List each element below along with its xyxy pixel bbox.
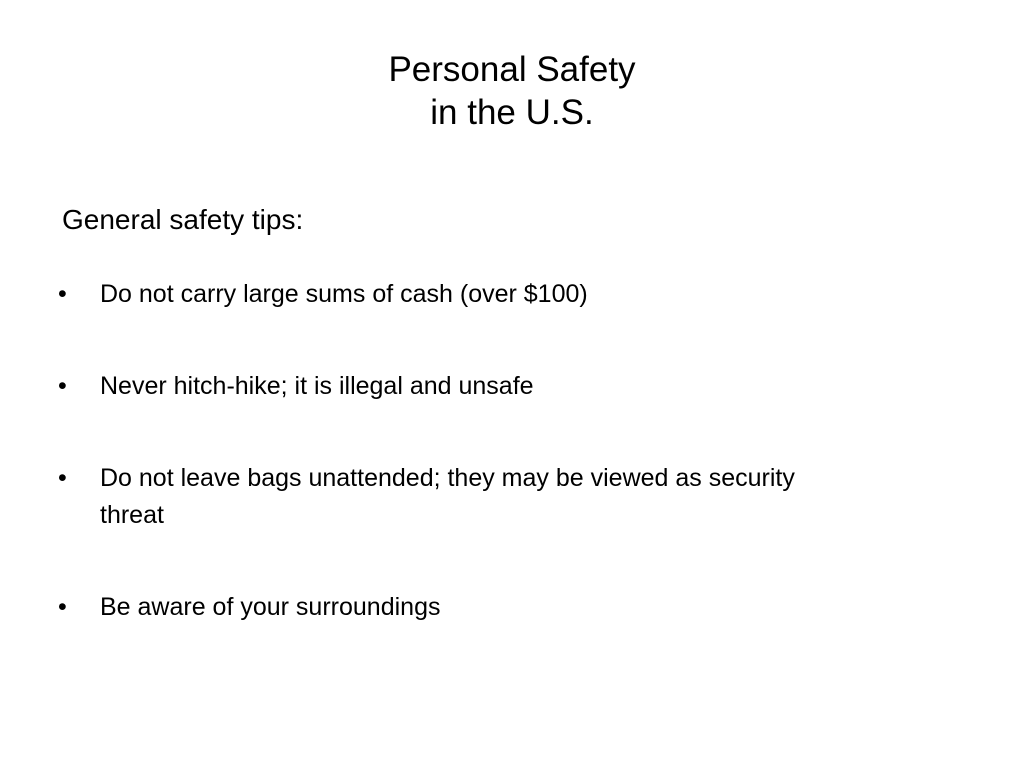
slide-subheading: General safety tips: [62,204,304,235]
slide-title-line-2: in the U.S. [430,93,594,132]
slide-title [0,48,1024,134]
bullet-marker: • [58,372,67,400]
bullet-marker: • [58,593,67,621]
bullet-item [58,368,938,405]
bullet-text: Do not leave bags unattended; they may be viewed as security threat [100,464,795,529]
bullet-item [58,460,938,534]
bullet-item [58,276,938,313]
bullet-marker: • [58,280,67,308]
bullet-item [58,589,938,626]
bullet-text: Never hitch-hike; it is illegal and unsafe [100,372,534,400]
bullet-list [58,276,938,681]
slide-title-line-1: Personal Safety [388,50,636,89]
bullet-text: Be aware of your surroundings [100,593,441,621]
bullet-text: Do not carry large sums of cash (over $100) [100,280,588,308]
bullet-marker: • [58,464,67,492]
